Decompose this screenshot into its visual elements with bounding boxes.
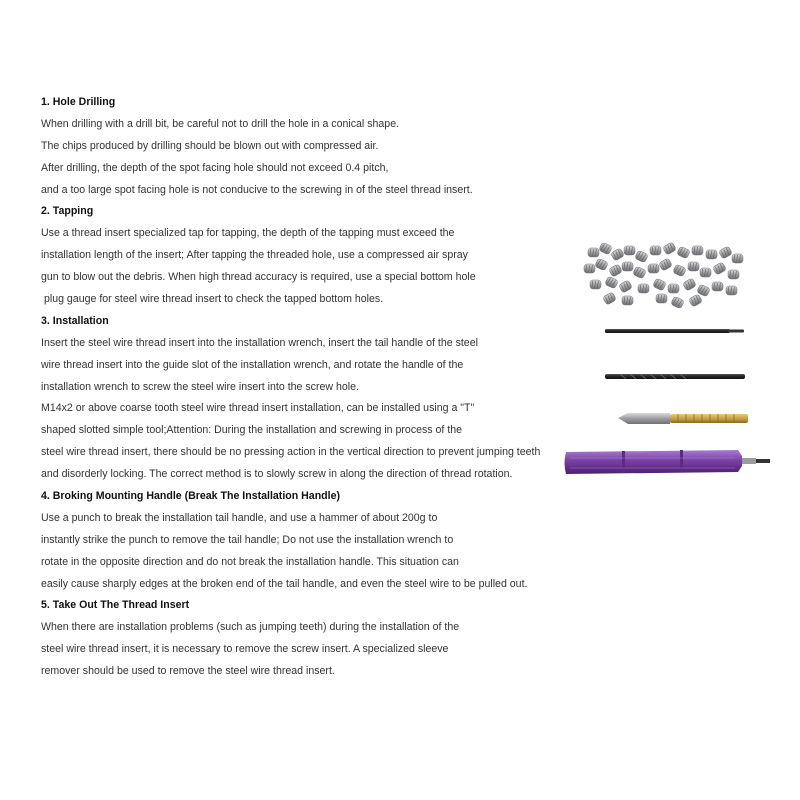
thread-insert [605,276,619,289]
thread-insert [728,270,739,279]
thread-insert [712,262,726,275]
section-text-line: shaped slotted simple tool;Attention: During the installation and screwing in process of the [41,424,463,437]
section-heading: 1. Hole Drilling [41,96,116,108]
section-heading: 5. Take Out The Thread Insert [41,599,190,612]
thread-insert [656,294,667,303]
section-text-line: rotate in the opposite direction and do not break the installation handle. This situation can [41,555,459,568]
section-text-line: Use a punch to break the installation tail handle, and use a hammer of about 200g to [41,511,438,524]
section-text-line: steel wire thread insert, it is necessary to remove the screw insert. A specialized sleeve [41,643,449,656]
thread-insert [618,280,632,293]
section-text-line: remover should be used to remove the steel wire thread insert. [41,665,335,678]
section-take-out-insert [41,595,561,683]
section-text-line: steel wire thread insert, there should be no pressing action in the vertical direction to prevent jumping teeth [41,446,541,459]
thread-insert [668,284,679,293]
section-text-line: instantly strike the punch to remove the tail handle; Do not use the installation wrench to [41,533,454,546]
thread-insert [595,258,609,271]
thread-insert-pile [584,242,743,309]
section-heading: 2. Tapping [41,205,94,218]
thread-insert [673,264,687,277]
thread-insert [732,254,743,263]
thread-insert [602,292,616,305]
thread-insert [599,242,613,255]
section-text-line: and disorderly locking. The correct method is to slowly screw in along the direction of thread rotation. [41,468,513,481]
thread-insert [662,242,676,255]
thread-insert [588,248,599,257]
thread-insert [590,280,601,289]
thread-insert [635,250,649,263]
section-text-line: gun to blow out the debris. When high thread accuracy is required, use a special bottom hole [41,271,476,284]
thread-insert [610,248,624,261]
thread-insert [688,294,702,307]
thread-insert [648,264,659,273]
thread-insert [584,264,595,273]
section-text-line: When drilling with a drill bit, be careful not to drill the hole in a conical shape. [41,117,400,130]
thread-insert [682,278,696,291]
thread-repair-kit-illustration [560,230,790,490]
thread-insert [622,296,633,305]
thread-insert [653,278,667,291]
section-break-handle [41,486,561,595]
section-text-line: When there are installation problems (such as jumping teeth) during the installation of the [41,621,460,634]
section-text-line: After drilling, the depth of the spot facing hole should not exceed 0.4 pitch, [41,161,389,174]
thread-insert [624,246,635,255]
thread-insert [700,268,711,277]
section-text-line: The chips produced by drilling should be blown out with compressed air. [41,139,379,152]
instructions-document [41,92,561,683]
thread-insert [697,284,711,297]
section-text-line: Insert the steel wire thread insert into the installation wrench, insert the tail handle of the steel [41,336,478,349]
section-text-line: easily cause sharply edges at the broken end of the tail handle, and even the steel wire to be pulled out. [41,577,528,590]
drill-bit [605,374,745,379]
section-text-line: wire thread insert into the guide slot of the installation wrench, and rotate the handle of the [41,358,464,371]
thread-insert [638,284,649,293]
section-text-line: and a too large spot facing hole is not conducive to the screwing in of the steel thread insert. [41,183,473,196]
thread-insert [650,246,661,255]
thread-insert [718,246,732,259]
thread-insert [688,262,699,271]
section-text-line: Use a thread insert specialized tap for tapping, the depth of the tapping must exceed the [41,227,455,240]
thread-insert [677,246,691,259]
thread-insert [658,258,672,271]
installation-wrench [565,450,771,474]
section-text-line: installation length of the insert; After tapping the threaded hole, use a compressed air spray [41,249,468,262]
section-hole-drilling [41,92,561,201]
installation-tool [605,329,744,333]
thread-tap [618,413,748,424]
section-tapping [41,201,561,310]
thread-insert [692,246,703,255]
section-text-line: plug gauge for steel wire thread insert to check the tapped bottom holes. [41,293,384,306]
thread-insert [608,264,622,277]
thread-insert [622,262,633,271]
section-text-line: M14x2 or above coarse tooth steel wire thread insert installation, can be installed using a "T" [41,402,475,415]
thread-insert [706,250,717,259]
section-text-line: installation wrench to screw the steel wire insert into the screw hole. [41,380,359,393]
thread-insert [633,266,647,279]
thread-insert [726,286,737,295]
section-heading: 3. Installation [41,314,109,327]
section-installation [41,311,561,486]
section-heading: 4. Broking Mounting Handle (Break The Installation Handle) [41,490,341,503]
thread-insert [671,296,685,309]
thread-insert [712,282,723,291]
